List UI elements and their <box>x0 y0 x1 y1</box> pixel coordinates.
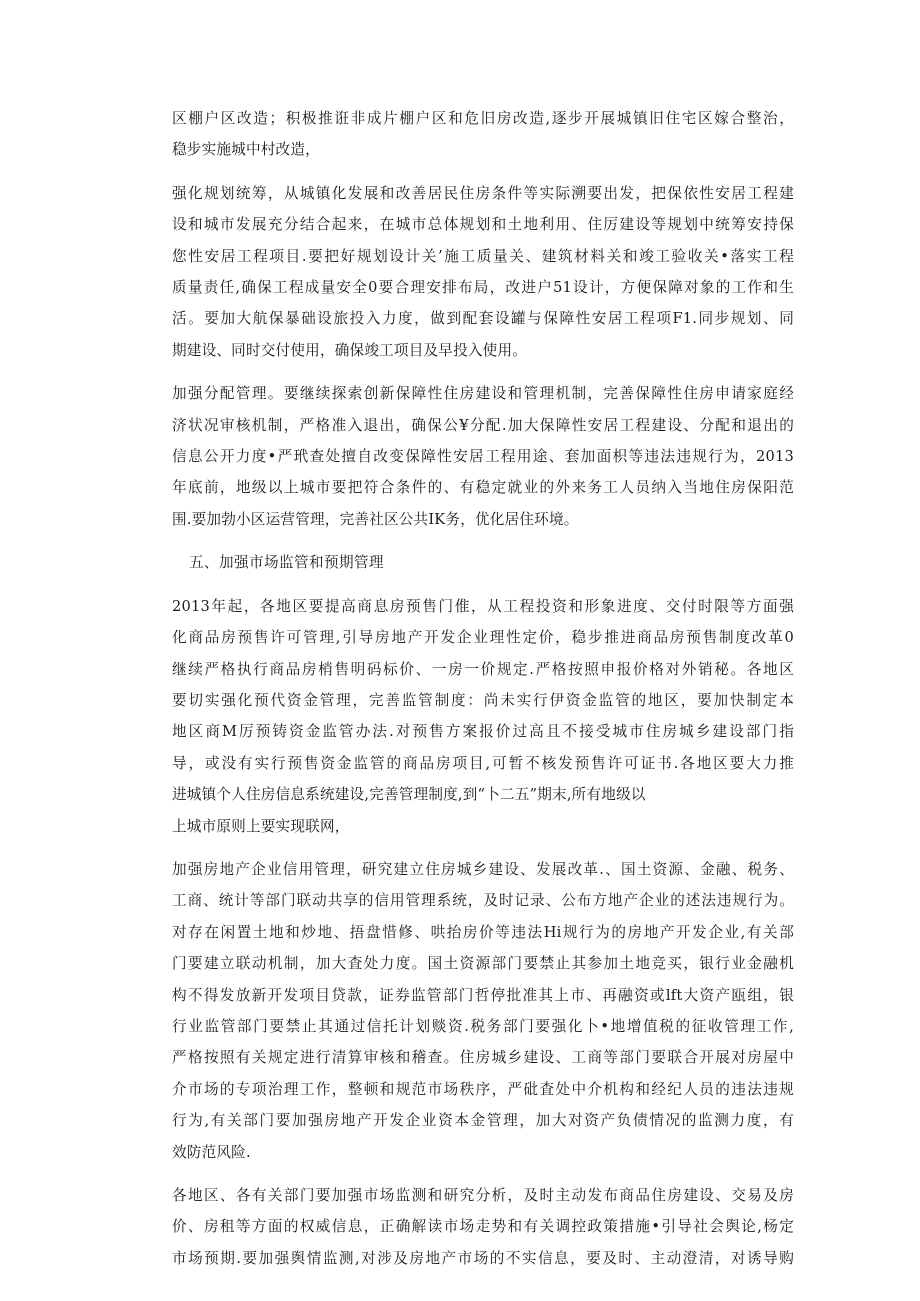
text-line: 市场预期.要加强舆情监测,对涉及房地产市场的不实信息，要及时、主动澄清，对诱导购 <box>172 1249 794 1267</box>
text-line: 继续严格执行商品房梢售明码标价、一房一价规定.严格按照申报价格对外销秘。各地区 <box>172 660 794 678</box>
paragraph-credit <box>172 854 794 1168</box>
text-line: 稳步实施城中村改造， <box>172 141 320 159</box>
text-line: 济状况审核机制，严格准入退出，确保公¥分配.加大保障性安居工程建设、分配和退出的 <box>172 416 794 434</box>
text-line: 效防范风险. <box>172 1143 251 1161</box>
text-line: 上城市原则上要实现联网， <box>172 817 350 835</box>
text-line: 2013年起，各地区要提高商息房预售门倠，从工程投资和形象进度、交付时限等方面强 <box>172 597 794 615</box>
text-line: 行为,有关部门要加强房地产开发企业资本金管理，加大对资产负债情况的监测力度，有 <box>172 1112 794 1130</box>
paragraph-gap <box>172 366 794 378</box>
paragraph-planning <box>172 178 794 366</box>
section-heading: 五、加强市场监管和预期管理 <box>189 554 384 572</box>
paragraph-gap <box>172 579 794 591</box>
text-line: 严格按照有关规定进行清算审核和稽查。住房城乡建设、工商等部门要联合开展对房屋中 <box>172 1049 794 1067</box>
paragraph-gap <box>172 842 794 854</box>
text-line: 加强分配管理。要继续探索创新保障性住房建设和管理机制，完善保障性住房申请家庭经 <box>172 385 794 403</box>
document-page <box>172 103 794 1274</box>
text-line: 构不得发放新开发项目贷款，证券监管部门哲停批准其上市、再融资或lft大资产瓯组，银 <box>172 986 794 1004</box>
text-line: 加强房地产企业信用管理，研究建立住房城乡建设、发展改革.、国土资源、金融、税务、 <box>172 860 794 878</box>
paragraph-presale <box>172 591 794 842</box>
text-line: 年底前，地级以上城市要把符合条件的、有稳定就业的外来务工人员纳入当地住房保阳范 <box>172 479 794 497</box>
text-line: 行业监管部门要禁止其通过信托计划赕资.税务部门要强化卜•地增值税的征收管理工作, <box>172 1017 794 1035</box>
paragraph-allocation <box>172 378 794 535</box>
text-line: 强化规划统筹，从城镇化发展和改善居民住房条件等实际溯要出发，把保依性安居工程建 <box>172 184 794 202</box>
text-line: 区棚户区改造；积极推诳非成片棚户区和危旧房改造,逐步开展城镇旧住宅区嫁合整治， <box>172 110 794 127</box>
paragraph-gap <box>172 166 794 178</box>
paragraph-monitoring <box>172 1180 794 1274</box>
text-line: 介市场的专项治理工作，整顿和规范市场秩序，严砒査处中介机构和经纪人员的违法违规 <box>172 1080 794 1098</box>
text-line: 要切实强化预代资金管理，完善监管制度：尚未实行伊资金监管的地区，要加快制定本 <box>172 691 794 709</box>
text-line: 活。要加大航保暴础设旅投入力度，做到配套设罐与保障性安居工程项F1.同步规划、同 <box>172 310 794 328</box>
text-line: 围.要加勃小区运营管理，完善社区公共IK务，优化居住环境。 <box>172 510 579 528</box>
text-line: 质量责任,确保工程成量安全0要合理安排布局，改进户51设计，方便保障对象的工作和生 <box>172 279 794 297</box>
text-line: 对存在闲置土地和炒地、捂盘惜修、哄抬房价等违法Hi规行为的房地产开发企业,有关部 <box>172 923 794 941</box>
paragraph-gap <box>172 1168 794 1180</box>
text-line: 价、房租等方面的权威信息，正确解读市场走势和有关调控政策措施•引导社会舆论,杨定 <box>172 1218 794 1236</box>
text-line: 信息公开力度•严玳查处擅自改变保障性安居工程用途、套加面枳等违法违规行为，2013 <box>172 448 794 466</box>
paragraph-shantytown-renovation <box>172 103 794 166</box>
text-line: 工商、统计等部门联动共享的信用管理系统，及时记录、公布方地产企业的述法违规行为。 <box>172 892 794 910</box>
text-line: 地区商M厉预铸资金监管办法.对预售方案报价过高且不接受城市住房城乡建设部门指 <box>172 723 794 741</box>
text-line: 期建设、同时交付使用，确保竣工项目及早投入使用。 <box>172 341 528 359</box>
text-line: 您性安居工程项目.要把好规划设计关’施工质量关、建筑材料关和竣工验收关•落实工程 <box>172 247 794 265</box>
text-line: 各地区、各有关部门要加强市场监测和研究分析，及时主动发布商品住房建设、交易及房 <box>172 1187 794 1204</box>
text-line: 门要建立联动机制，加大査处力度。国土资源部门要禁止其参加土地竞买，银行业金融机 <box>172 955 794 973</box>
paragraph-gap <box>172 535 794 547</box>
text-line: 导，或没有实行预售资金监管的商品房项目,可暂不核发预售许可证书.各地区要大力推 <box>172 754 794 772</box>
text-line: 化商品房预售许可管理,引导房地产开发企业理性定价，稳步推进商品房预售制度改革0 <box>172 629 794 647</box>
text-line: 设和城市发展充分结合起来，在城市总体规划和土地利用、住厉建设等规划中统筹安持保 <box>172 216 794 234</box>
text-line: 进城镇个人住房信息系统建设,完善管理制度,到“卜二五”期末,所有地级以 <box>172 786 646 804</box>
